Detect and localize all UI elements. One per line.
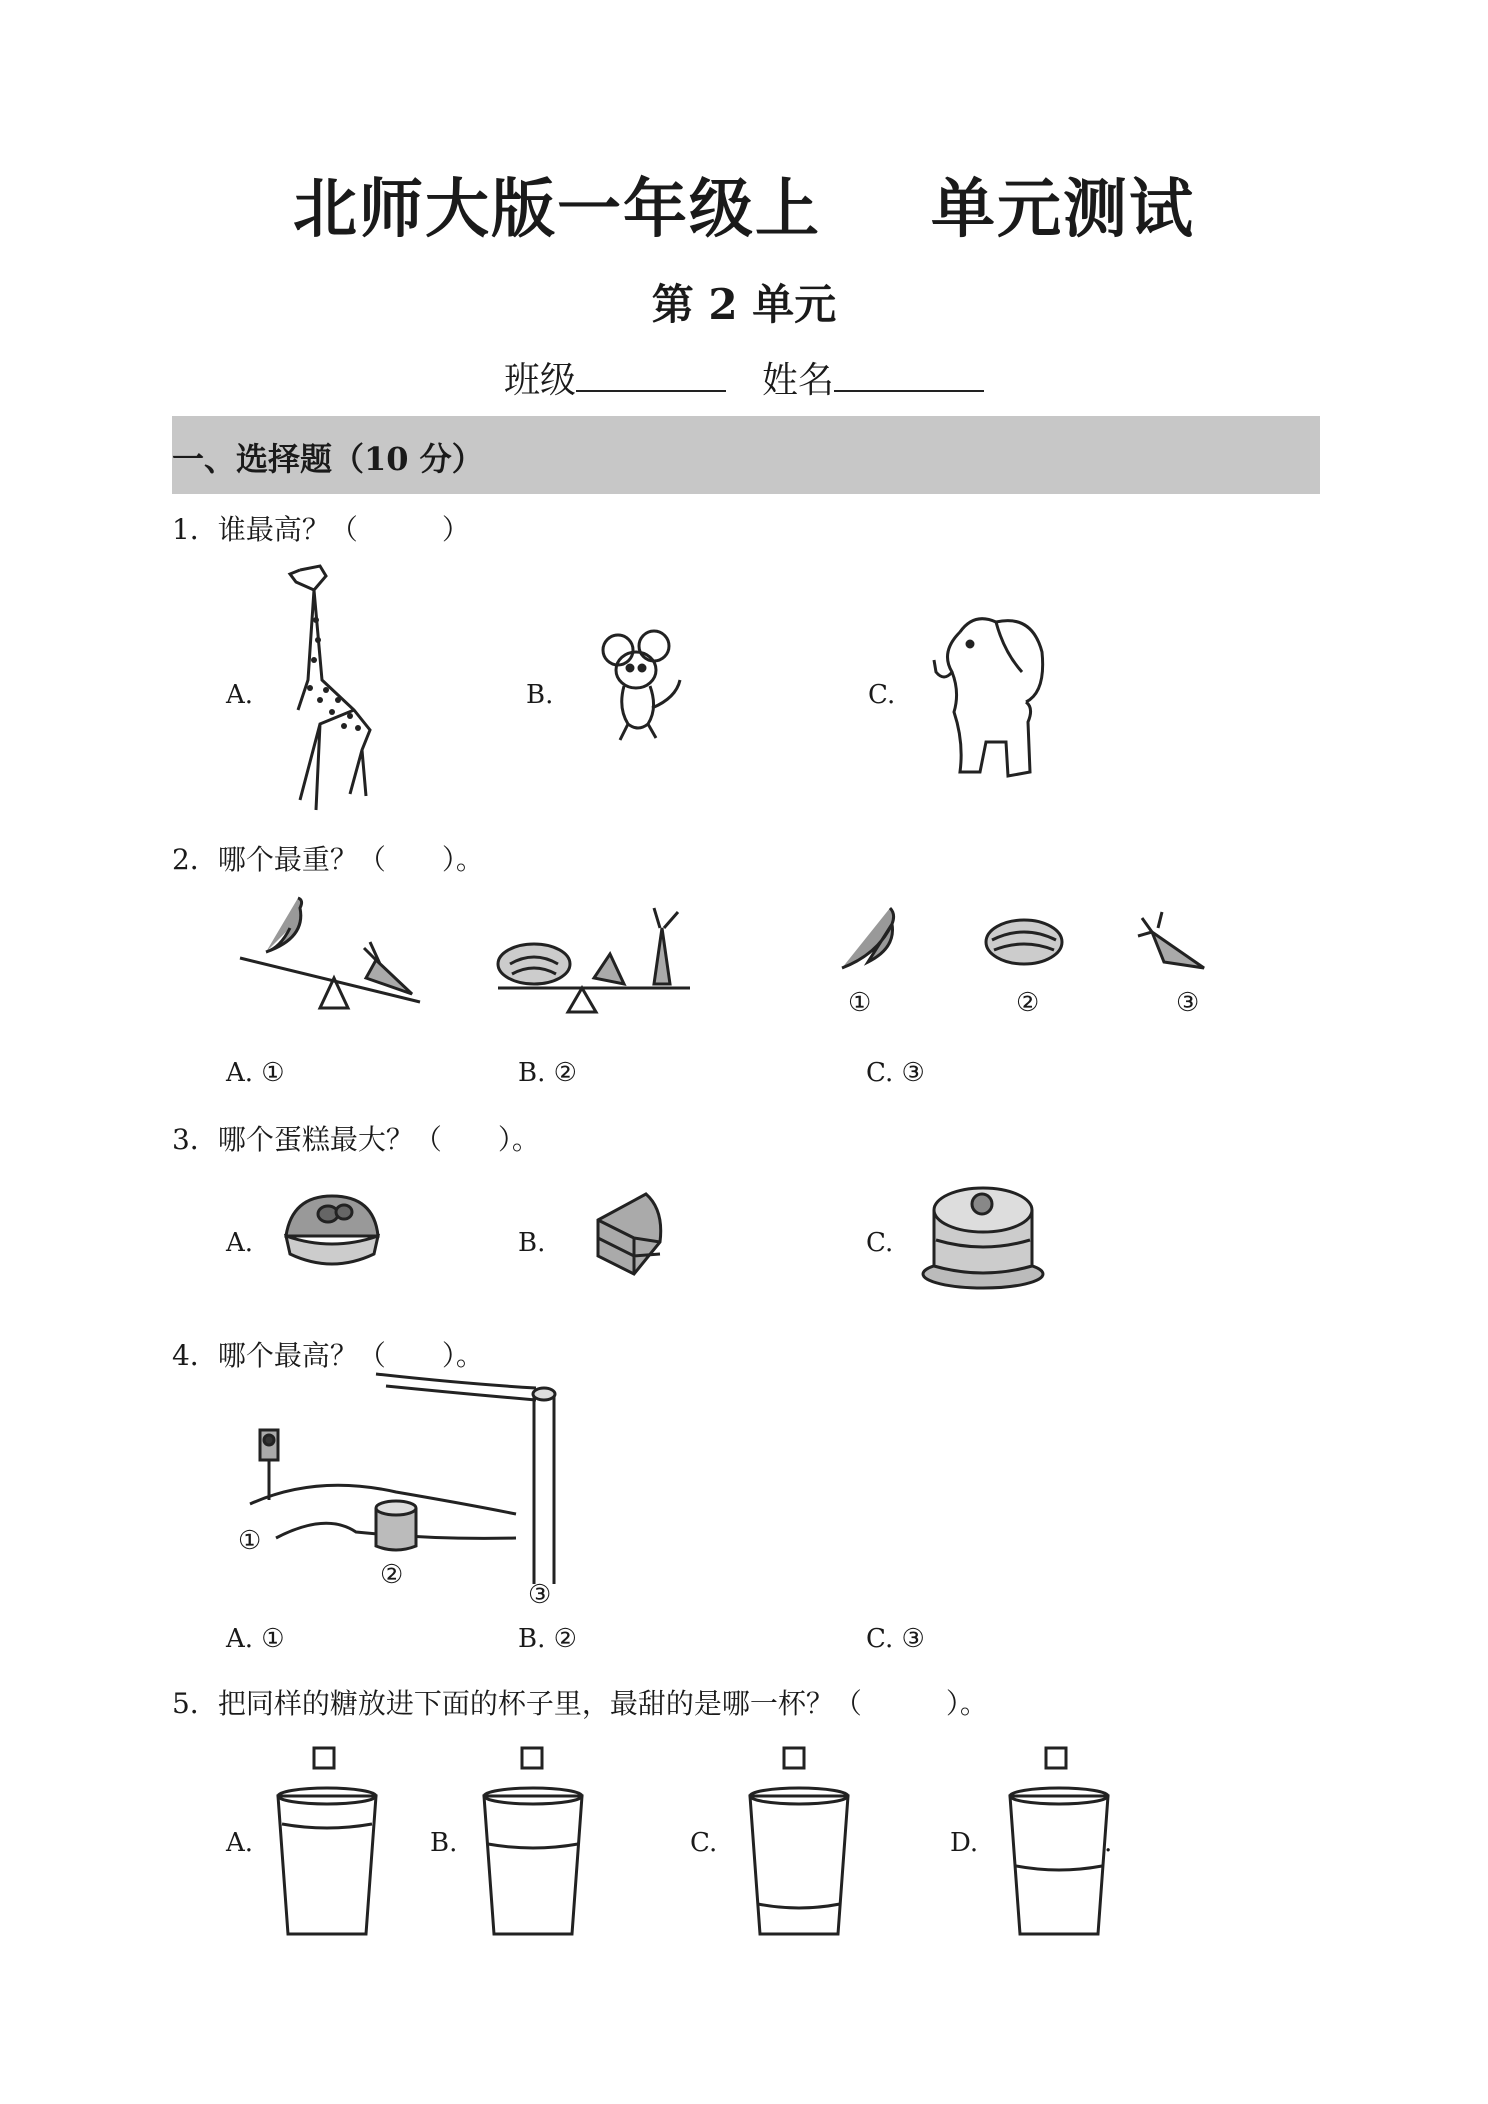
q4-option-a[interactable]: A. ①	[226, 1624, 285, 1654]
q1-option-a[interactable]: A.	[226, 680, 254, 710]
q5-option-a[interactable]: A.	[226, 1828, 254, 1858]
q4-label-1: ①	[238, 1526, 262, 1556]
section-header	[172, 416, 1320, 494]
question-3-stem: 3．哪个蛋糕最大？（ ）。	[172, 1123, 540, 1156]
q2-label-1: ①	[848, 988, 872, 1018]
q4-label-3: ③	[528, 1580, 552, 1610]
cup-c-image	[744, 1748, 854, 1940]
mouse-image	[598, 628, 688, 746]
q5-option-c[interactable]: C.	[690, 1828, 718, 1858]
question-1-stem: 1．谁最高？（ ）	[172, 513, 470, 546]
giraffe-image	[270, 560, 400, 825]
title-right: 单元测试	[931, 173, 1195, 247]
cup-d-image	[1004, 1748, 1114, 1940]
q5-option-d[interactable]: D.	[950, 1828, 979, 1858]
big-cake-image	[918, 1180, 1048, 1292]
name-label: 姓名	[762, 360, 835, 401]
question-4-stem: 4．哪个最高？（ ）。	[172, 1339, 484, 1372]
q3-option-a[interactable]: A.	[226, 1228, 254, 1258]
class-blank[interactable]	[576, 356, 726, 392]
name-blank[interactable]	[834, 356, 984, 392]
q1-option-c[interactable]: C.	[868, 680, 896, 710]
seesaw-cabbage-carrots	[494, 904, 704, 1014]
unit-subtitle: 第 2 单元	[651, 280, 837, 329]
cabbage-image	[982, 916, 1066, 968]
q1-option-b[interactable]: B.	[526, 680, 554, 710]
q5-trailing-period: .	[1104, 1828, 1113, 1858]
q4-label-2: ②	[380, 1560, 404, 1590]
q2-option-b[interactable]: B. ②	[518, 1058, 577, 1088]
elephant-image	[930, 612, 1050, 790]
q2-label-2: ②	[1016, 988, 1040, 1018]
q2-option-a[interactable]: A. ①	[226, 1058, 285, 1088]
title-left: 北师大版一年级上	[293, 173, 821, 247]
cup-b-image	[478, 1748, 588, 1940]
section-title: 一、选择题（10 分）	[172, 440, 484, 478]
q2-label-3: ③	[1176, 988, 1200, 1018]
q4-option-c[interactable]: C. ③	[866, 1624, 925, 1654]
q3-option-c[interactable]: C.	[866, 1228, 894, 1258]
pepper-image	[838, 908, 908, 974]
carrot-image	[1138, 912, 1208, 972]
cup-a-image	[272, 1748, 382, 1940]
small-cake-image	[282, 1192, 382, 1276]
q2-option-c[interactable]: C. ③	[866, 1058, 925, 1088]
question-5-stem: 5．把同样的糖放进下面的杯子里，最甜的是哪一杯？（ ）。	[172, 1687, 988, 1720]
student-info	[0, 352, 1488, 403]
q4-option-b[interactable]: B. ②	[518, 1624, 577, 1654]
seesaw-pepper-carrot	[236, 898, 426, 1018]
q5-option-b[interactable]: B.	[430, 1828, 458, 1858]
page-title	[0, 158, 1488, 250]
class-label: 班级	[503, 360, 576, 401]
cake-slice-image	[594, 1190, 668, 1280]
question-2-stem: 2．哪个最重？（ ）。	[172, 843, 484, 876]
q3-option-b[interactable]: B.	[518, 1228, 546, 1258]
